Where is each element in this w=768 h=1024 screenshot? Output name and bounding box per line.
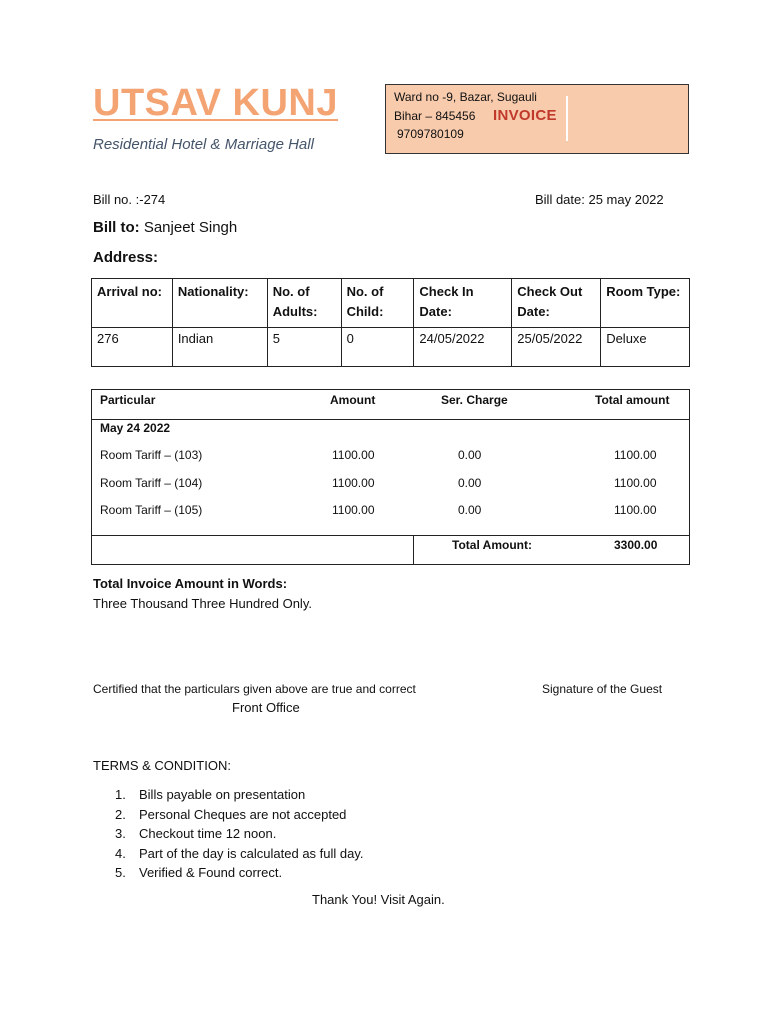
value-child: 0: [341, 328, 414, 367]
value-check-in: 24/05/2022: [414, 328, 512, 367]
total-amount-label: Total Amount:: [452, 538, 532, 552]
guest-details-table: [91, 278, 690, 367]
charges-total-divider: [92, 535, 689, 536]
value-nationality: Indian: [172, 328, 267, 367]
hotel-brand-name: UTSAV KUNJ: [93, 82, 338, 124]
text-cursor-bar: [566, 96, 568, 141]
address-line-1: Ward no -9, Bazar, Sugauli: [394, 90, 537, 104]
front-office-label: Front Office: [232, 700, 300, 715]
invoice-label: INVOICE: [493, 107, 557, 124]
row-2-ser-charge: 0.00: [458, 476, 482, 490]
list-item: 4. Part of the day is calculated as full day.: [115, 845, 364, 861]
terms-title: TERMS & CONDITION:: [93, 758, 231, 773]
header-room-type: Room Type:: [601, 279, 690, 328]
hotel-tagline: Residential Hotel & Marriage Hall: [93, 136, 314, 153]
row-1-particular: Room Tariff – (103): [100, 448, 203, 462]
row-2-particular: Room Tariff – (104): [100, 476, 203, 490]
address-label: Address:: [93, 249, 159, 266]
charges-table: [91, 389, 690, 565]
header-amount: Amount: [330, 393, 376, 407]
row-1-total: 1100.00: [614, 448, 657, 462]
header-particular: Particular: [100, 393, 156, 407]
value-room-type: Deluxe: [601, 328, 690, 367]
row-3-amount: 1100.00: [332, 503, 375, 517]
amount-in-words-label: Total Invoice Amount in Words:: [93, 576, 288, 591]
row-2-total: 1100.00: [614, 476, 657, 490]
phone-number: 9709780109: [397, 127, 464, 141]
bill-to-name: Sanjeet Singh: [143, 219, 238, 236]
amount-in-words-value: Three Thousand Three Hundred Only.: [93, 596, 312, 611]
row-1-amount: 1100.00: [332, 448, 375, 462]
row-2-amount: 1100.00: [332, 476, 375, 490]
header-total-amount: Total amount: [595, 393, 670, 407]
list-item: 3. Checkout time 12 noon.: [115, 826, 277, 841]
bill-date: Bill date: 25 may 2022: [535, 192, 664, 207]
value-adults: 5: [267, 328, 341, 367]
value-check-out: 25/05/2022: [512, 328, 601, 367]
thank-you-note: Thank You! Visit Again.: [312, 892, 445, 907]
guest-signature-label: Signature of the Guest: [542, 682, 663, 696]
row-3-total: 1100.00: [614, 503, 657, 517]
charges-total-vdivider: [413, 535, 414, 565]
header-adults: No. of Adults:: [267, 279, 341, 328]
address-line-2: Bihar – 845456: [394, 109, 476, 123]
row-1-ser-charge: 0.00: [458, 448, 482, 462]
total-amount-value: 3300.00: [614, 538, 658, 552]
row-3-particular: Room Tariff – (105): [100, 503, 203, 517]
value-arrival-no: 276: [92, 328, 173, 367]
row-3-ser-charge: 0.00: [458, 503, 482, 517]
header-ser-charge: Ser. Charge: [441, 393, 508, 407]
list-item: 5. Verified & Found correct.: [115, 865, 283, 880]
certification-text: Certified that the particulars given above are true and correct: [93, 682, 416, 696]
list-item: 1. Bills payable on presentation: [115, 787, 306, 802]
charges-header-divider: [92, 419, 689, 420]
guest-table-value-row: [92, 328, 690, 367]
address-box: [385, 84, 689, 154]
terms-list: [93, 785, 364, 883]
bill-to: [93, 219, 237, 236]
header-nationality: Nationality:: [172, 279, 267, 328]
list-item: 2. Personal Cheques are not accepted: [115, 806, 347, 822]
guest-table-header-row: [92, 279, 690, 328]
charges-date: May 24 2022: [100, 421, 171, 435]
header-arrival-no: Arrival no:: [92, 279, 173, 328]
bill-number: Bill no. :-274: [93, 192, 166, 207]
header-child: No. of Child:: [341, 279, 414, 328]
bill-to-label: Bill to:: [93, 219, 140, 236]
header-check-in: Check In Date:: [414, 279, 512, 328]
header-check-out: Check Out Date:: [512, 279, 601, 328]
